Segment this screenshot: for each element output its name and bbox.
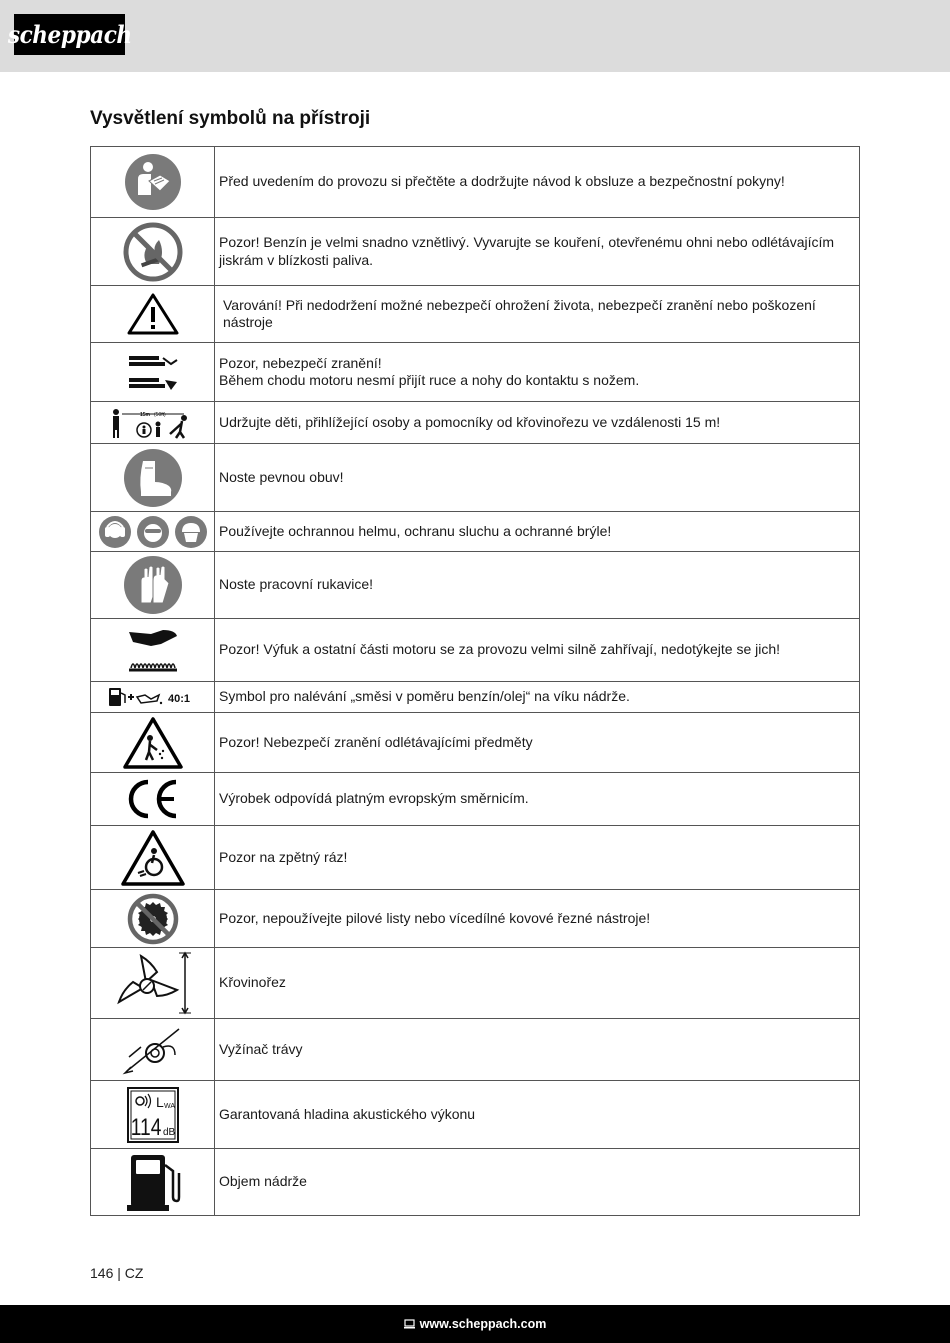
gloves-icon xyxy=(123,555,183,615)
table-row xyxy=(91,890,860,948)
row-description: Garantovaná hladina akustického výkonu xyxy=(219,1105,476,1122)
ear-protection-icon xyxy=(99,516,131,548)
page-number-value: 146 xyxy=(90,1265,114,1281)
no-saw-blade-icon xyxy=(127,893,179,945)
helmet-icon xyxy=(175,516,207,548)
keep-distance-15m-icon xyxy=(110,406,196,440)
row-description: Používejte ochrannou helmu, ochranu sluchu a ochranné brýle! xyxy=(219,522,612,539)
helmet-ear-eye-protection-icon xyxy=(98,515,208,549)
row-description: Pozor! Nebezpečí zranění odlétávajícími předměty xyxy=(219,733,533,750)
distance-label: 15m xyxy=(139,411,150,418)
table-row xyxy=(91,682,860,713)
symbol-table xyxy=(90,146,860,1216)
fuel-oil-mix-icon xyxy=(107,685,199,709)
table-row xyxy=(91,1081,860,1149)
table-row xyxy=(91,286,860,343)
table-row xyxy=(91,773,860,826)
row-description: Pozor, nepoužívejte pilové listy nebo vícedílné kovové řezné nástroje! xyxy=(219,909,651,926)
mix-ratio: 40:1 xyxy=(167,693,190,705)
row-description: Symbol pro nalévání „směsi v poměru benzín/olej“ na víku nádrže. xyxy=(219,688,630,705)
row-description: Noste pevnou obuv! xyxy=(219,468,344,485)
table-row xyxy=(91,343,860,402)
page-title: Vysvětlení symbolů na přístroji xyxy=(90,108,371,129)
table-row xyxy=(91,826,860,890)
row-description: Pozor na zpětný ráz! xyxy=(219,848,348,865)
safety-boots-icon xyxy=(123,448,183,508)
logo-text: scheppach xyxy=(7,20,132,49)
hot-surface-icon xyxy=(123,624,183,676)
lwa-subscript: WA xyxy=(163,1102,175,1110)
table-row xyxy=(91,552,860,619)
sound-value: 114 xyxy=(130,1112,161,1141)
table-row xyxy=(91,619,860,682)
website-link[interactable]: www.scheppach.com xyxy=(419,1317,547,1331)
three-tooth-blade-icon xyxy=(113,950,193,1016)
sound-power-level-icon xyxy=(126,1086,180,1144)
lwa-label: L xyxy=(155,1093,164,1110)
hand-foot-blade-icon xyxy=(125,350,181,394)
row-description: Varování! Při nedodržení možné nebezpečí ohrožení života, nebezpečí zranění nebo poškození nástroje xyxy=(223,296,816,330)
scheppach-logo xyxy=(7,14,132,55)
row-description: Vyžínač trávy xyxy=(219,1040,303,1057)
table-row xyxy=(91,948,860,1019)
footer-website xyxy=(404,1317,547,1331)
table-row xyxy=(91,1019,860,1081)
ce-mark-icon xyxy=(124,778,182,820)
fuel-tank-icon xyxy=(123,1151,183,1213)
table-row xyxy=(91,402,860,444)
footer-band xyxy=(0,1305,950,1343)
row-description: Pozor! Benzín je velmi snadno vznětlivý. Vyvarujte se kouření, otevřenému ohni nebo odlétávajícím jiskrám v blízkosti paliva. xyxy=(219,234,835,268)
header-band xyxy=(0,0,950,72)
row-description: Křovinořez xyxy=(219,974,286,991)
table-row xyxy=(91,1149,860,1216)
row-description: Objem nádrže xyxy=(219,1173,307,1190)
kickback-warning-icon xyxy=(120,829,186,887)
table-row xyxy=(91,218,860,286)
table-row xyxy=(91,147,860,218)
db-unit: dB xyxy=(162,1126,175,1138)
row-description: Pozor! Výfuk a ostatní části motoru se za provozu velmi silně zahřívají, nedotýkejte se jich! xyxy=(219,641,781,658)
page-number xyxy=(90,1265,143,1281)
table-row xyxy=(91,444,860,512)
row-description: Noste pracovní rukavice! xyxy=(219,576,374,593)
row-description: Pozor, nebezpečí zranění! xyxy=(219,354,382,371)
row-description: Před uvedením do provozu si přečtěte a dodržujte návod k obsluze a bezpečnostní pokyny! xyxy=(219,173,785,190)
read-manual-icon xyxy=(124,153,182,211)
computer-icon xyxy=(404,1319,415,1329)
row-description: Během chodu motoru nesmí přijít ruce a nohy do kontaktu s nožem. xyxy=(219,372,640,388)
table-row xyxy=(91,512,860,552)
table-row xyxy=(91,713,860,773)
no-fire-smoking-icon xyxy=(123,222,183,282)
flying-objects-warning-icon xyxy=(122,716,184,770)
page-separator: | xyxy=(117,1265,121,1281)
row-description: Výrobek odpovídá platným evropským směrnicím. xyxy=(219,790,529,807)
eye-protection-icon xyxy=(137,516,169,548)
row-description: Udržujte děti, přihlížející osoby a pomocníky od křovinořezu ve vzdálenosti 15 m! xyxy=(219,413,721,430)
warning-triangle-icon xyxy=(126,292,180,336)
trimmer-head-icon xyxy=(121,1023,185,1077)
language-code: CZ xyxy=(124,1265,144,1281)
distance-label-ft: (50ft) xyxy=(153,411,166,418)
